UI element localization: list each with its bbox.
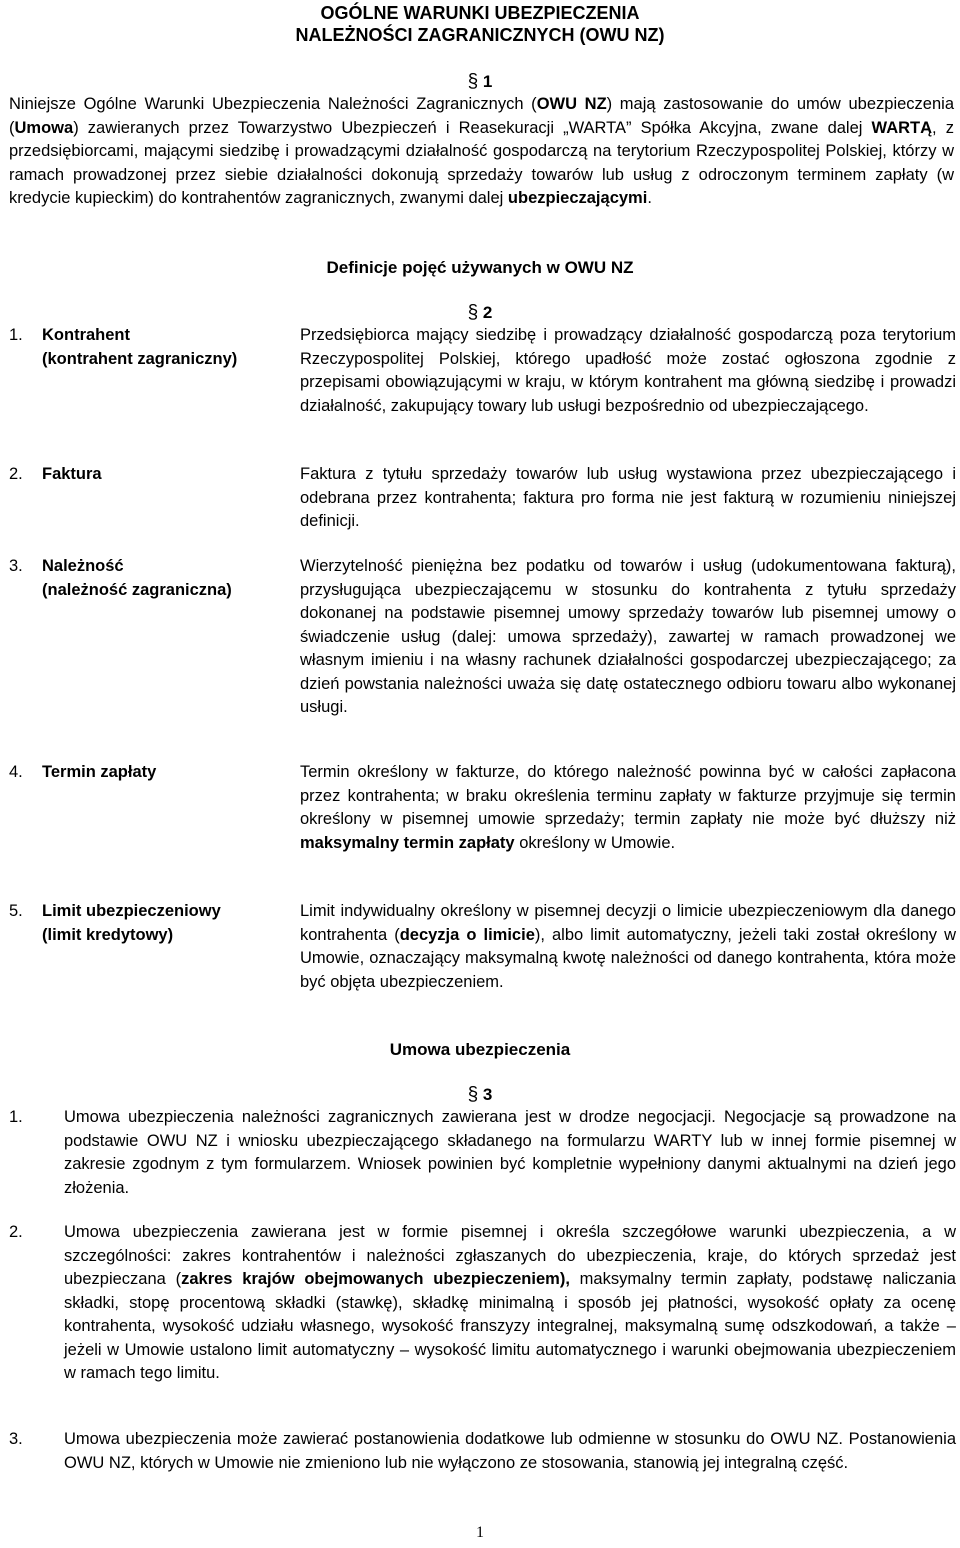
contract-item-3 xyxy=(9,1428,956,1500)
def4-text-c: określony w Umowie. xyxy=(514,833,676,852)
p1-term-owu: OWU NZ xyxy=(536,95,607,113)
contract-item-text xyxy=(64,1221,956,1386)
p1-term-ubezpieczajacy: ubezpieczającymi xyxy=(507,189,648,207)
section-sign: § xyxy=(467,302,479,323)
p1-term-umowa: Umowa xyxy=(14,118,74,137)
def4-text-a: Termin określony w fakturze, do którego należność powinna być w całości zapłacona przez kontrahenta; w braku określenia terminu zapłaty w fakturze przyjmuje się termin określony w pisemnej umowie sprzedaży; termin zapłaty nie może być dłuższy niż xyxy=(300,763,956,828)
contract-item-text: Umowa ubezpieczenia może zawierać postanowienia dodatkowe lub odmienne w stosunku do OWU NZ. Postanowienia OWU NZ, których w Umowie nie zmieniono lub nie wyłączono ze stosowania, stanowią jej integralną część. xyxy=(64,1430,956,1472)
p1-text-a: Niniejsze Ogólne Warunki Ubezpieczenia Należności Zagranicznych ( xyxy=(9,95,537,113)
page-number: 1 xyxy=(476,1524,484,1541)
paragraph-1-number: 1 xyxy=(482,72,493,91)
contract-item-number: 1. xyxy=(9,1108,23,1126)
definition-term-1 xyxy=(9,324,299,371)
definition-term-alias: (limit kredytowy) xyxy=(42,925,174,944)
definition-number: 5. xyxy=(9,902,23,920)
contract-item-number: 2. xyxy=(9,1223,23,1241)
paragraph-3-heading xyxy=(0,1083,960,1107)
def5-text-c: ), albo limit automatyczny, jeżeli taki został określony w Umowie, oznaczający maksymalną kwotę należności od danego kontrahenta, która może być objęta ubezpieczeniem. xyxy=(300,925,956,991)
p1-text-e: ) zawieranych przez Towarzystwo Ubezpieczeń i Reasekuracji „WARTA” Spółka Akcyjna, zwane dalej xyxy=(73,118,872,137)
definition-text-4 xyxy=(300,761,956,855)
p1-term-warta: WARTĄ xyxy=(871,118,933,137)
definition-text-2: Faktura z tytułu sprzedaży towarów lub usług wystawiona przez ubezpieczającego i odebrana przez kontrahenta; faktura pro forma nie jest fakturą w rozumieniu niniejszej definicji. xyxy=(300,465,956,530)
contract-heading: Umowa ubezpieczenia xyxy=(389,1040,571,1059)
definition-number: 3. xyxy=(9,557,23,575)
definition-term-alias: (należność zagraniczna) xyxy=(42,580,232,599)
document-title xyxy=(0,2,960,46)
c2-text-a: Umowa ubezpieczenia zawierana jest w formie pisemnej i określa szczegółowe warunki ubezpieczenia, a w szczególności: zakres kontrahentów i należności zgłaszanych do ubezpieczenia, kraje, do których sprzedaż jest ubezpieczana ( xyxy=(64,1223,956,1288)
definition-term-4 xyxy=(9,761,299,785)
contract-item-1 xyxy=(9,1106,956,1200)
definition-text-1: Przedsiębiorca mający siedzibę i prowadzący działalność gospodarczą poza terytorium Rzeczypospolitej Polskiej, którego upadłość może zostać ogłoszona zgodnie z przepisami obowiązującymi w kraju, w którym kontrahent ma główną siedzibę i prowadzi działalność, zakupujący towary lub usługi bezpośrednio od ubezpieczającego. xyxy=(300,326,956,415)
definition-term-name: Termin zapłaty xyxy=(42,763,157,781)
definition-term-5 xyxy=(9,900,299,947)
p1-text-c: ) mają zastosowanie do umów ubezpieczenia ( xyxy=(9,95,954,137)
paragraph-2-heading xyxy=(0,301,960,325)
contract-item-number: 3. xyxy=(9,1430,23,1448)
definition-term-name: Kontrahent xyxy=(42,326,130,344)
definition-term-2 xyxy=(9,463,299,487)
p1-text-g: , z przedsiębiorcami, mającymi siedzibę i prowadzącymi działalność gospodarczą na terytorium Rzeczypospolitej Polskiej, którzy w ramach prowadzonej przez siebie działalności dokonują sprzedaży towarów lub usług z odroczonym terminem zapłaty (w kredycie kupieckim) do kontrahentów zagranicznych, zwanymi dalej xyxy=(9,118,954,207)
p1-text-i: . xyxy=(647,189,652,207)
section-sign: § xyxy=(467,71,479,92)
definition-term-alias: (kontrahent zagraniczny) xyxy=(42,349,238,368)
paragraph-3-number: 3 xyxy=(482,1085,493,1104)
def4-term-max-payment: maksymalny termin zapłaty xyxy=(300,833,515,852)
def5-term-decision: decyzja o limicie xyxy=(399,925,535,944)
def5-text-a: Limit indywidualny określony w pisemnej decyzji o limicie ubezpieczeniowym dla danego kontrahenta ( xyxy=(300,902,956,944)
definitions-heading: Definicje pojęć używanych w OWU NZ xyxy=(326,258,634,277)
title-line-2: NALEŻNOŚCI ZAGRANICZNYCH (OWU NZ) xyxy=(295,25,665,45)
definition-number: 1. xyxy=(9,326,23,344)
definition-term-3 xyxy=(9,555,299,602)
c2-text-c: maksymalny termin zapłaty, podstawę naliczania składki, stopę procentową składki (stawkę), składkę minimalną i sposób jej płatności, wysokość opłaty za ocenę kontrahenta, wysokość udziału własnego, wysokość franszyzy integralnej, maksymalną sumę odszkodowań, a także – jeżeli w Umowie ustalono limit automatyczny – wysokość limitu automatycznego i warunki obejmowania ubezpieczeniem w ramach tego limitu. xyxy=(64,1270,956,1382)
definition-term-name: Faktura xyxy=(42,465,102,483)
title-line-1: OGÓLNE WARUNKI UBEZPIECZENIA xyxy=(320,3,640,23)
contract-item-text: Umowa ubezpieczenia należności zagranicznych zawierana jest w drodze negocjacji. Negocjacje są prowadzone na podstawie OWU NZ i wniosku ubezpieczającego składanego na formularzu WARTY lub w innej formie pisemnej w zakresie zgodnym z tym formularzem. Wniosek powinien być kompletnie wypełniony danymi aktualnymi na dzień jego złożenia. xyxy=(64,1108,956,1197)
paragraph-1-heading xyxy=(0,70,960,94)
section-sign: § xyxy=(467,1084,479,1105)
definition-text-5 xyxy=(300,900,956,994)
contract-item-2 xyxy=(9,1221,956,1411)
c2-term-countries: zakres krajów obejmowanych ubezpieczeniem), xyxy=(181,1270,570,1288)
paragraph-2-number: 2 xyxy=(482,303,493,322)
definition-number: 4. xyxy=(9,763,23,781)
definition-text-3: Wierzytelność pieniężna bez podatku od towarów i usług (udokumentowana fakturą), przysługująca ubezpieczającemu w stosunku do kontrahenta z tytułu sprzedaży dokonanej na podstawie pisemnej umowy sprzedaży towarów lub pisemnej umowy o świadczenie usług (dalej: umowa sprzedaży), zawartej w ramach prowadzonej we własnym imieniu i na własny rachunek działalności gospodarczej ubezpieczającego; za dzień powstania należności uważa się datę ostatecznego odbioru towaru albo wykonanej usługi. xyxy=(300,557,956,716)
definition-term-name: Należność xyxy=(42,557,124,575)
definition-number: 2. xyxy=(9,465,23,483)
paragraph-1-text xyxy=(9,93,954,211)
definition-term-name: Limit ubezpieczeniowy xyxy=(42,902,221,920)
